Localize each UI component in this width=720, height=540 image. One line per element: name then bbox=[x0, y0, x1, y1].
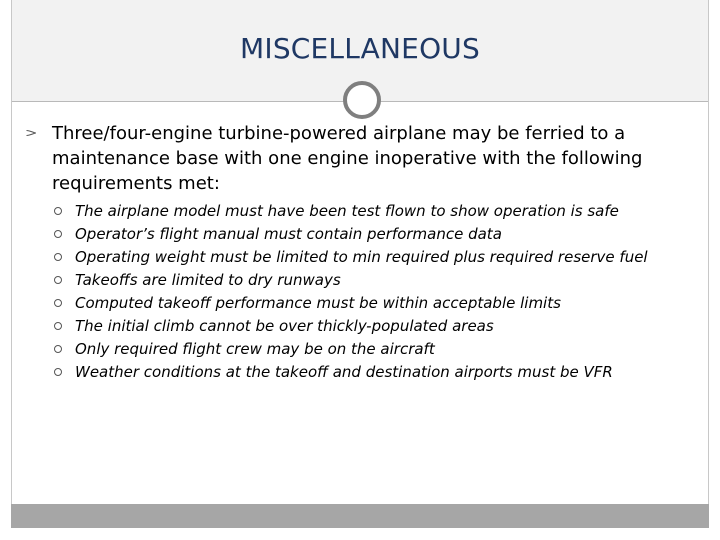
requirement-text: The airplane model must have been test flown to show operation is safe bbox=[75, 202, 619, 220]
list-item bbox=[26, 361, 691, 384]
requirement-text: The initial climb cannot be over thickly-populated areas bbox=[75, 317, 494, 335]
bullet-circle-icon bbox=[54, 299, 62, 307]
requirement-text: Computed takeoff performance must be within acceptable limits bbox=[75, 294, 561, 312]
bullet-arrow-icon bbox=[26, 129, 36, 137]
bullet-circle-icon bbox=[54, 322, 62, 330]
list-item bbox=[26, 246, 691, 269]
circle-ornament-icon bbox=[343, 81, 381, 119]
requirements-list bbox=[26, 200, 691, 384]
list-item bbox=[26, 223, 691, 246]
list-item bbox=[26, 269, 691, 292]
list-item bbox=[26, 315, 691, 338]
list-item bbox=[26, 292, 691, 315]
requirement-text: Only required flight crew may be on the aircraft bbox=[75, 340, 435, 358]
bullet-circle-icon bbox=[54, 345, 62, 353]
bullet-circle-icon bbox=[54, 207, 62, 215]
requirement-text: Operator’s flight manual must contain performance data bbox=[75, 225, 502, 243]
slide-title: MISCELLANEOUS bbox=[240, 32, 480, 65]
list-item bbox=[26, 200, 691, 223]
main-point-text: Three/four-engine turbine-powered airplane may be ferried to a maintenance base with one engine inoperative with the following requirements met: bbox=[52, 123, 643, 194]
list-item bbox=[26, 338, 691, 361]
bullet-circle-icon bbox=[54, 276, 62, 284]
slide-body bbox=[26, 121, 691, 384]
bullet-circle-icon bbox=[54, 230, 62, 238]
requirement-text: Takeoffs are limited to dry runways bbox=[75, 271, 341, 289]
footer-bar bbox=[11, 504, 709, 528]
bullet-circle-icon bbox=[54, 253, 62, 261]
main-bullet-point bbox=[26, 121, 691, 196]
requirement-text: Operating weight must be limited to min required plus required reserve fuel bbox=[75, 248, 648, 266]
bullet-circle-icon bbox=[54, 368, 62, 376]
requirement-text: Weather conditions at the takeoff and destination airports must be VFR bbox=[75, 363, 613, 381]
